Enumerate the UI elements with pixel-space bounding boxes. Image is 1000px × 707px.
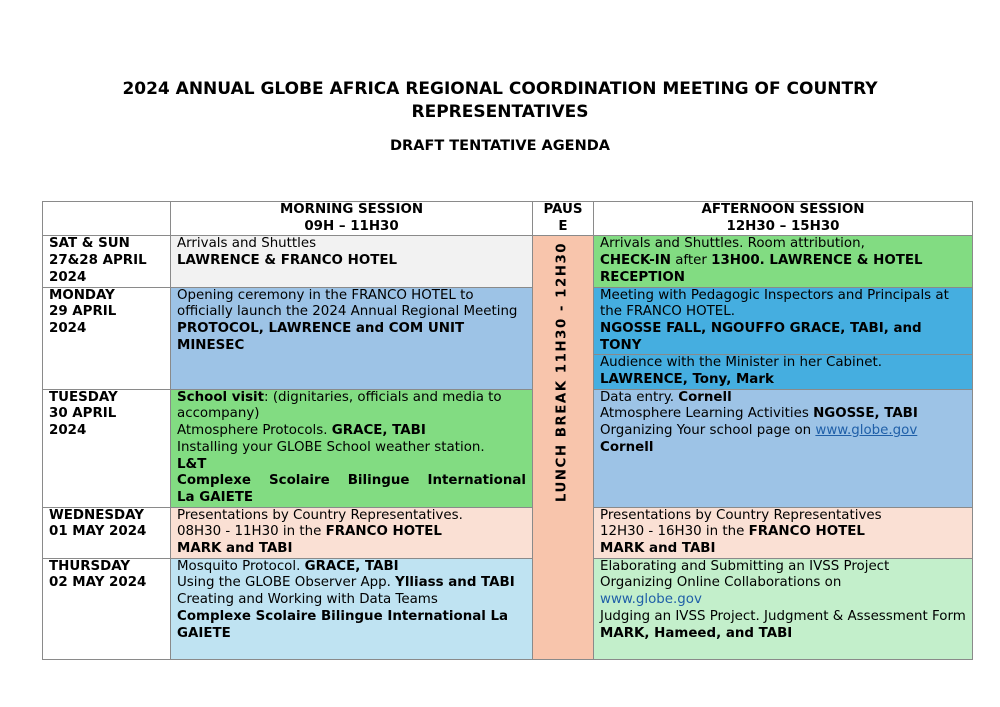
morning-session-cell [171, 236, 533, 287]
checkin-time: 13H00. [711, 253, 765, 269]
table-row [43, 389, 973, 507]
day-line: 2024 [49, 423, 87, 439]
session-text: Presentations by Country Representatives [600, 507, 882, 523]
header-afternoon [594, 202, 973, 236]
session-text [177, 423, 526, 440]
session-responsible: LAWRENCE, Tony, Mark [600, 372, 774, 388]
session-responsible: Cornell [678, 389, 732, 405]
day-line: TUESDAY [49, 389, 118, 405]
day-cell [43, 558, 171, 659]
session-responsible: MARK and TABI [600, 541, 716, 557]
session-text: Opening ceremony in the FRANCO HOTEL to officially launch the 2024 Annual Regional Meeting [177, 287, 518, 320]
agenda-table [42, 201, 973, 660]
session-text [177, 524, 526, 541]
session-text [177, 575, 526, 592]
header-row [43, 202, 973, 236]
session-text: Creating and Working with Data Teams [177, 592, 438, 608]
day-line: 01 MAY 2024 [49, 524, 147, 540]
session-responsible: Cornell [600, 439, 654, 455]
day-line: 30 APRIL [49, 406, 117, 422]
morning-session-cell [171, 507, 533, 558]
session-text [600, 390, 966, 407]
session-responsible: PROTOCOL, LAWRENCE and COM UNIT MINESEC [177, 320, 465, 353]
session-responsible: LAWRENCE & HOTEL RECEPTION [600, 253, 923, 285]
afternoon-session-cell [594, 287, 973, 355]
session-responsible: NGOSSE FALL, NGOUFFO GRACE, TABI, and TONY [600, 320, 922, 353]
session-text: Organizing Your school page on [600, 423, 816, 439]
session-text: Data entry. [600, 389, 679, 405]
session-responsible: NGOSSE, TABI [813, 406, 918, 422]
table-row [43, 558, 973, 659]
afternoon-session-cell [594, 389, 973, 507]
session-text: Audience with the Minister in her Cabinet. [600, 355, 883, 371]
session-text: Atmosphere Learning Activities [600, 406, 814, 422]
document-title: 2024 ANNUAL GLOBE AFRICA REGIONAL COORDINATION MEETING OF COUNTRY REPRESENTATIVES [122, 79, 878, 122]
session-responsible: L&T [177, 456, 207, 472]
day-cell [43, 389, 171, 507]
day-line: THURSDAY [49, 558, 131, 574]
session-text: Elaborating and Submitting an IVSS Project [600, 558, 890, 574]
session-responsible: MARK, Hameed, and TABI [600, 625, 793, 641]
lunch-break-label: LUNCH BREAK 11H30 - 12H30 [554, 242, 570, 503]
venue-name: La GAIETE [177, 489, 253, 505]
day-line: WEDNESDAY [49, 507, 144, 523]
session-text: after [670, 253, 712, 269]
session-text: 08H30 - 11H30 in the [177, 524, 326, 540]
venue-name: Complexe Scolaire Bilingue International [177, 473, 526, 489]
pause-header-line2: E [558, 218, 568, 234]
session-text [177, 559, 526, 576]
session-text: Installing your GLOBE School weather station. [177, 439, 485, 455]
table-row [43, 287, 973, 355]
morning-session-cell [171, 389, 533, 507]
session-text: Mosquito Protocol. [177, 558, 305, 574]
session-text: Judging an IVSS Project. Judgment & Assessment Form [600, 608, 966, 624]
session-text: Meeting with Pedagogic Inspectors and Principals at the FRANCO HOTEL. [600, 287, 949, 320]
pause-header-line1: PAUS [543, 202, 583, 217]
session-text [600, 406, 966, 423]
afternoon-session-cell [594, 507, 973, 558]
checkin-label: CHECK-IN [600, 253, 671, 269]
morning-session-cell [171, 287, 533, 389]
session-text: Organizing Online Collaborations on [600, 575, 842, 591]
session-text: Arrivals and Shuttles. Room attribution, [600, 236, 865, 252]
session-text: Using the GLOBE Observer App. [177, 575, 396, 591]
afternoon-header-time: 12H30 – 15H30 [726, 218, 840, 234]
session-responsible: LAWRENCE & FRANCO HOTEL [177, 253, 398, 269]
session-responsible: Ylliass and TABI [395, 575, 515, 591]
table-row [43, 507, 973, 558]
session-text: 12H30 - 16H30 in the [600, 524, 749, 540]
lunch-break-cell [533, 236, 594, 659]
day-line: 27&28 APRIL [49, 253, 147, 269]
day-line: MONDAY [49, 287, 115, 303]
morning-header-time: 09H – 11H30 [304, 218, 399, 234]
header-day-cell [43, 202, 171, 236]
day-line: 29 APRIL [49, 304, 117, 320]
venue-name: Complexe Scolaire Bilingue International La GAIETE [177, 608, 509, 641]
session-text [600, 524, 966, 541]
day-line: 02 MAY 2024 [49, 575, 147, 591]
afternoon-session-cell [594, 558, 973, 659]
session-text: Presentations by Country Representatives. [177, 507, 463, 523]
session-text: Atmosphere Protocols. [177, 423, 332, 439]
session-responsible: GRACE, TABI [304, 558, 399, 574]
header-morning [171, 202, 533, 236]
globe-link[interactable]: www.globe.gov [600, 592, 702, 608]
afternoon-session-cell [594, 355, 973, 389]
globe-link[interactable]: www.globe.gov [815, 423, 918, 439]
session-text: Arrivals and Shuttles [177, 236, 317, 252]
day-cell [43, 507, 171, 558]
school-visit-label: School visit [177, 389, 265, 405]
session-text [600, 423, 966, 440]
morning-session-cell [171, 558, 533, 659]
day-cell [43, 236, 171, 287]
venue-name: FRANCO HOTEL [325, 524, 442, 540]
day-cell [43, 287, 171, 389]
session-responsible: GRACE, TABI [331, 423, 426, 439]
session-text: : (dignitaries, officials and media to accompany) [177, 389, 502, 422]
afternoon-header-label: AFTERNOON SESSION [701, 202, 865, 217]
day-line: 2024 [49, 269, 87, 285]
table-row [43, 236, 973, 287]
header-pause [533, 202, 594, 236]
session-text [600, 253, 966, 286]
morning-header-label: MORNING SESSION [279, 202, 424, 217]
afternoon-session-cell [594, 236, 973, 287]
session-text [177, 390, 526, 423]
session-responsible: MARK and TABI [177, 541, 293, 557]
day-line: SAT & SUN [49, 236, 130, 252]
venue-name: FRANCO HOTEL [748, 524, 865, 540]
day-line: 2024 [49, 320, 87, 336]
document-subtitle: DRAFT TENTATIVE AGENDA [390, 138, 610, 154]
